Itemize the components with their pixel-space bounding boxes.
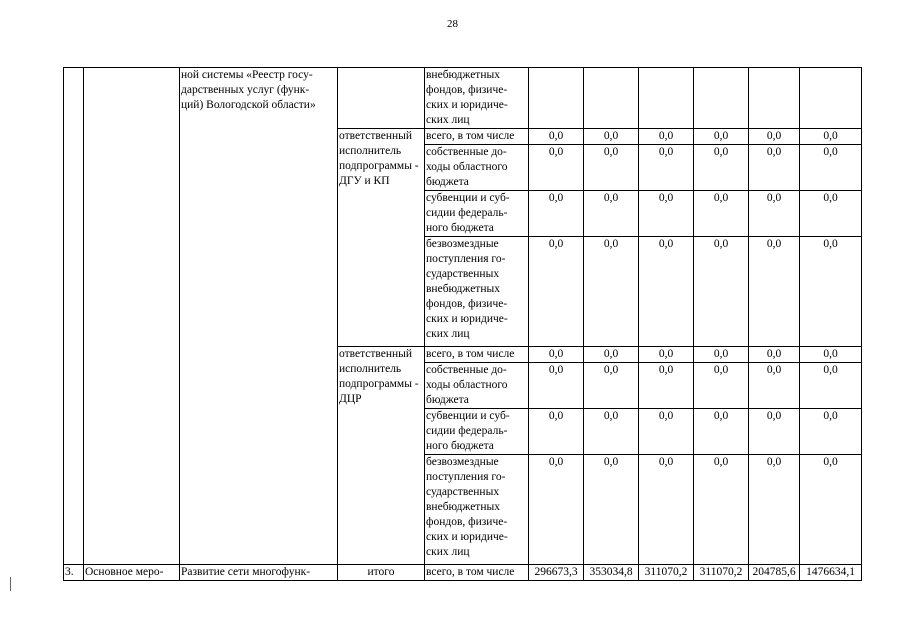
value-cell: 0,0 xyxy=(749,237,800,347)
value-cell: 0,0 xyxy=(529,129,584,145)
value-cell: 0,0 xyxy=(639,455,694,565)
value-cell: 0,0 xyxy=(529,455,584,565)
value-cell: 0,0 xyxy=(584,129,639,145)
value-cell: 0,0 xyxy=(694,409,749,455)
value-cell: 296673,3 xyxy=(529,565,584,581)
value-cell: 0,0 xyxy=(584,145,639,191)
source-cell: внебюджетных фондов, физиче- ских и юридиче- ских лиц xyxy=(425,68,529,129)
margin-mark xyxy=(10,577,13,591)
value-cell: 0,0 xyxy=(529,409,584,455)
value-cell: 0,0 xyxy=(749,347,800,363)
value-cell: 0,0 xyxy=(639,409,694,455)
value-cell: 0,0 xyxy=(694,455,749,565)
value-cell: 0,0 xyxy=(694,191,749,237)
value-cell xyxy=(584,68,639,129)
value-cell: 0,0 xyxy=(639,237,694,347)
value-cell: 0,0 xyxy=(639,129,694,145)
index-cell xyxy=(64,68,84,565)
executor-cell xyxy=(338,68,425,129)
value-cell xyxy=(800,68,862,129)
value-cell: 0,0 xyxy=(800,145,862,191)
source-cell: собственные до- ходы областного бюджета xyxy=(425,145,529,191)
value-cell: 0,0 xyxy=(529,145,584,191)
value-cell: 0,0 xyxy=(694,145,749,191)
value-cell: 0,0 xyxy=(694,363,749,409)
value-cell: 0,0 xyxy=(529,363,584,409)
value-cell: 0,0 xyxy=(749,455,800,565)
value-cell: 0,0 xyxy=(800,363,862,409)
value-cell: 0,0 xyxy=(529,237,584,347)
value-cell: 0,0 xyxy=(749,191,800,237)
source-cell: всего, в том числе xyxy=(425,129,529,145)
value-cell: 311070,2 xyxy=(694,565,749,581)
value-cell: 0,0 xyxy=(639,145,694,191)
table-row xyxy=(64,68,862,129)
value-cell: 204785,6 xyxy=(749,565,800,581)
source-cell: собственные до- ходы областного бюджета xyxy=(425,363,529,409)
page-number: 28 xyxy=(447,18,458,30)
executor-cell: ответственный исполнитель подпрограммы - ДЦР xyxy=(338,347,425,565)
source-cell: безвозмездные поступления го- сударственных внебюджетных фондов, физиче- ских и юридиче- ских лиц xyxy=(425,455,529,565)
value-cell: 0,0 xyxy=(639,363,694,409)
source-cell: всего, в том числе xyxy=(425,347,529,363)
value-cell: 0,0 xyxy=(584,409,639,455)
index-cell: 3. xyxy=(64,565,84,581)
value-cell: 0,0 xyxy=(584,347,639,363)
value-cell xyxy=(749,68,800,129)
value-cell: 311070,2 xyxy=(639,565,694,581)
value-cell: 0,0 xyxy=(639,191,694,237)
value-cell: 0,0 xyxy=(800,237,862,347)
value-cell xyxy=(529,68,584,129)
value-cell: 0,0 xyxy=(529,191,584,237)
value-cell xyxy=(639,68,694,129)
program-name-cell: ной системы «Реестр госу- дарственных услуг (функ- ций) Вологодской области» xyxy=(180,68,338,565)
value-cell: 0,0 xyxy=(749,145,800,191)
value-cell: 353034,8 xyxy=(584,565,639,581)
value-cell: 0,0 xyxy=(529,347,584,363)
value-cell: 0,0 xyxy=(694,129,749,145)
value-cell: 0,0 xyxy=(639,347,694,363)
event-cell: Основное меро- xyxy=(84,565,180,581)
value-cell: 0,0 xyxy=(800,129,862,145)
value-cell: 0,0 xyxy=(584,455,639,565)
executor-cell: ответственный исполнитель подпрограммы - ДГУ и КП xyxy=(338,129,425,347)
value-cell xyxy=(694,68,749,129)
value-cell: 0,0 xyxy=(800,409,862,455)
table-row xyxy=(64,565,862,581)
value-cell: 1476634,1 xyxy=(800,565,862,581)
source-cell: субвенции и суб- сидии федераль- ного бюджета xyxy=(425,409,529,455)
source-cell: безвозмездные поступления го- сударственных внебюджетных фондов, физиче- ских и юридиче- ских лиц xyxy=(425,237,529,347)
value-cell: 0,0 xyxy=(749,129,800,145)
program-name-cell: Развитие сети многофунк- xyxy=(180,565,338,581)
event-cell xyxy=(84,68,180,565)
value-cell: 0,0 xyxy=(800,455,862,565)
value-cell: 0,0 xyxy=(749,363,800,409)
value-cell: 0,0 xyxy=(694,347,749,363)
budget-table xyxy=(63,67,862,581)
value-cell: 0,0 xyxy=(800,347,862,363)
value-cell: 0,0 xyxy=(694,237,749,347)
value-cell: 0,0 xyxy=(749,409,800,455)
value-cell: 0,0 xyxy=(584,191,639,237)
source-cell: субвенции и суб- сидии федераль- ного бюджета xyxy=(425,191,529,237)
value-cell: 0,0 xyxy=(584,237,639,347)
value-cell: 0,0 xyxy=(584,363,639,409)
executor-cell: итого xyxy=(338,565,425,581)
source-cell: всего, в том числе xyxy=(425,565,529,581)
value-cell: 0,0 xyxy=(800,191,862,237)
